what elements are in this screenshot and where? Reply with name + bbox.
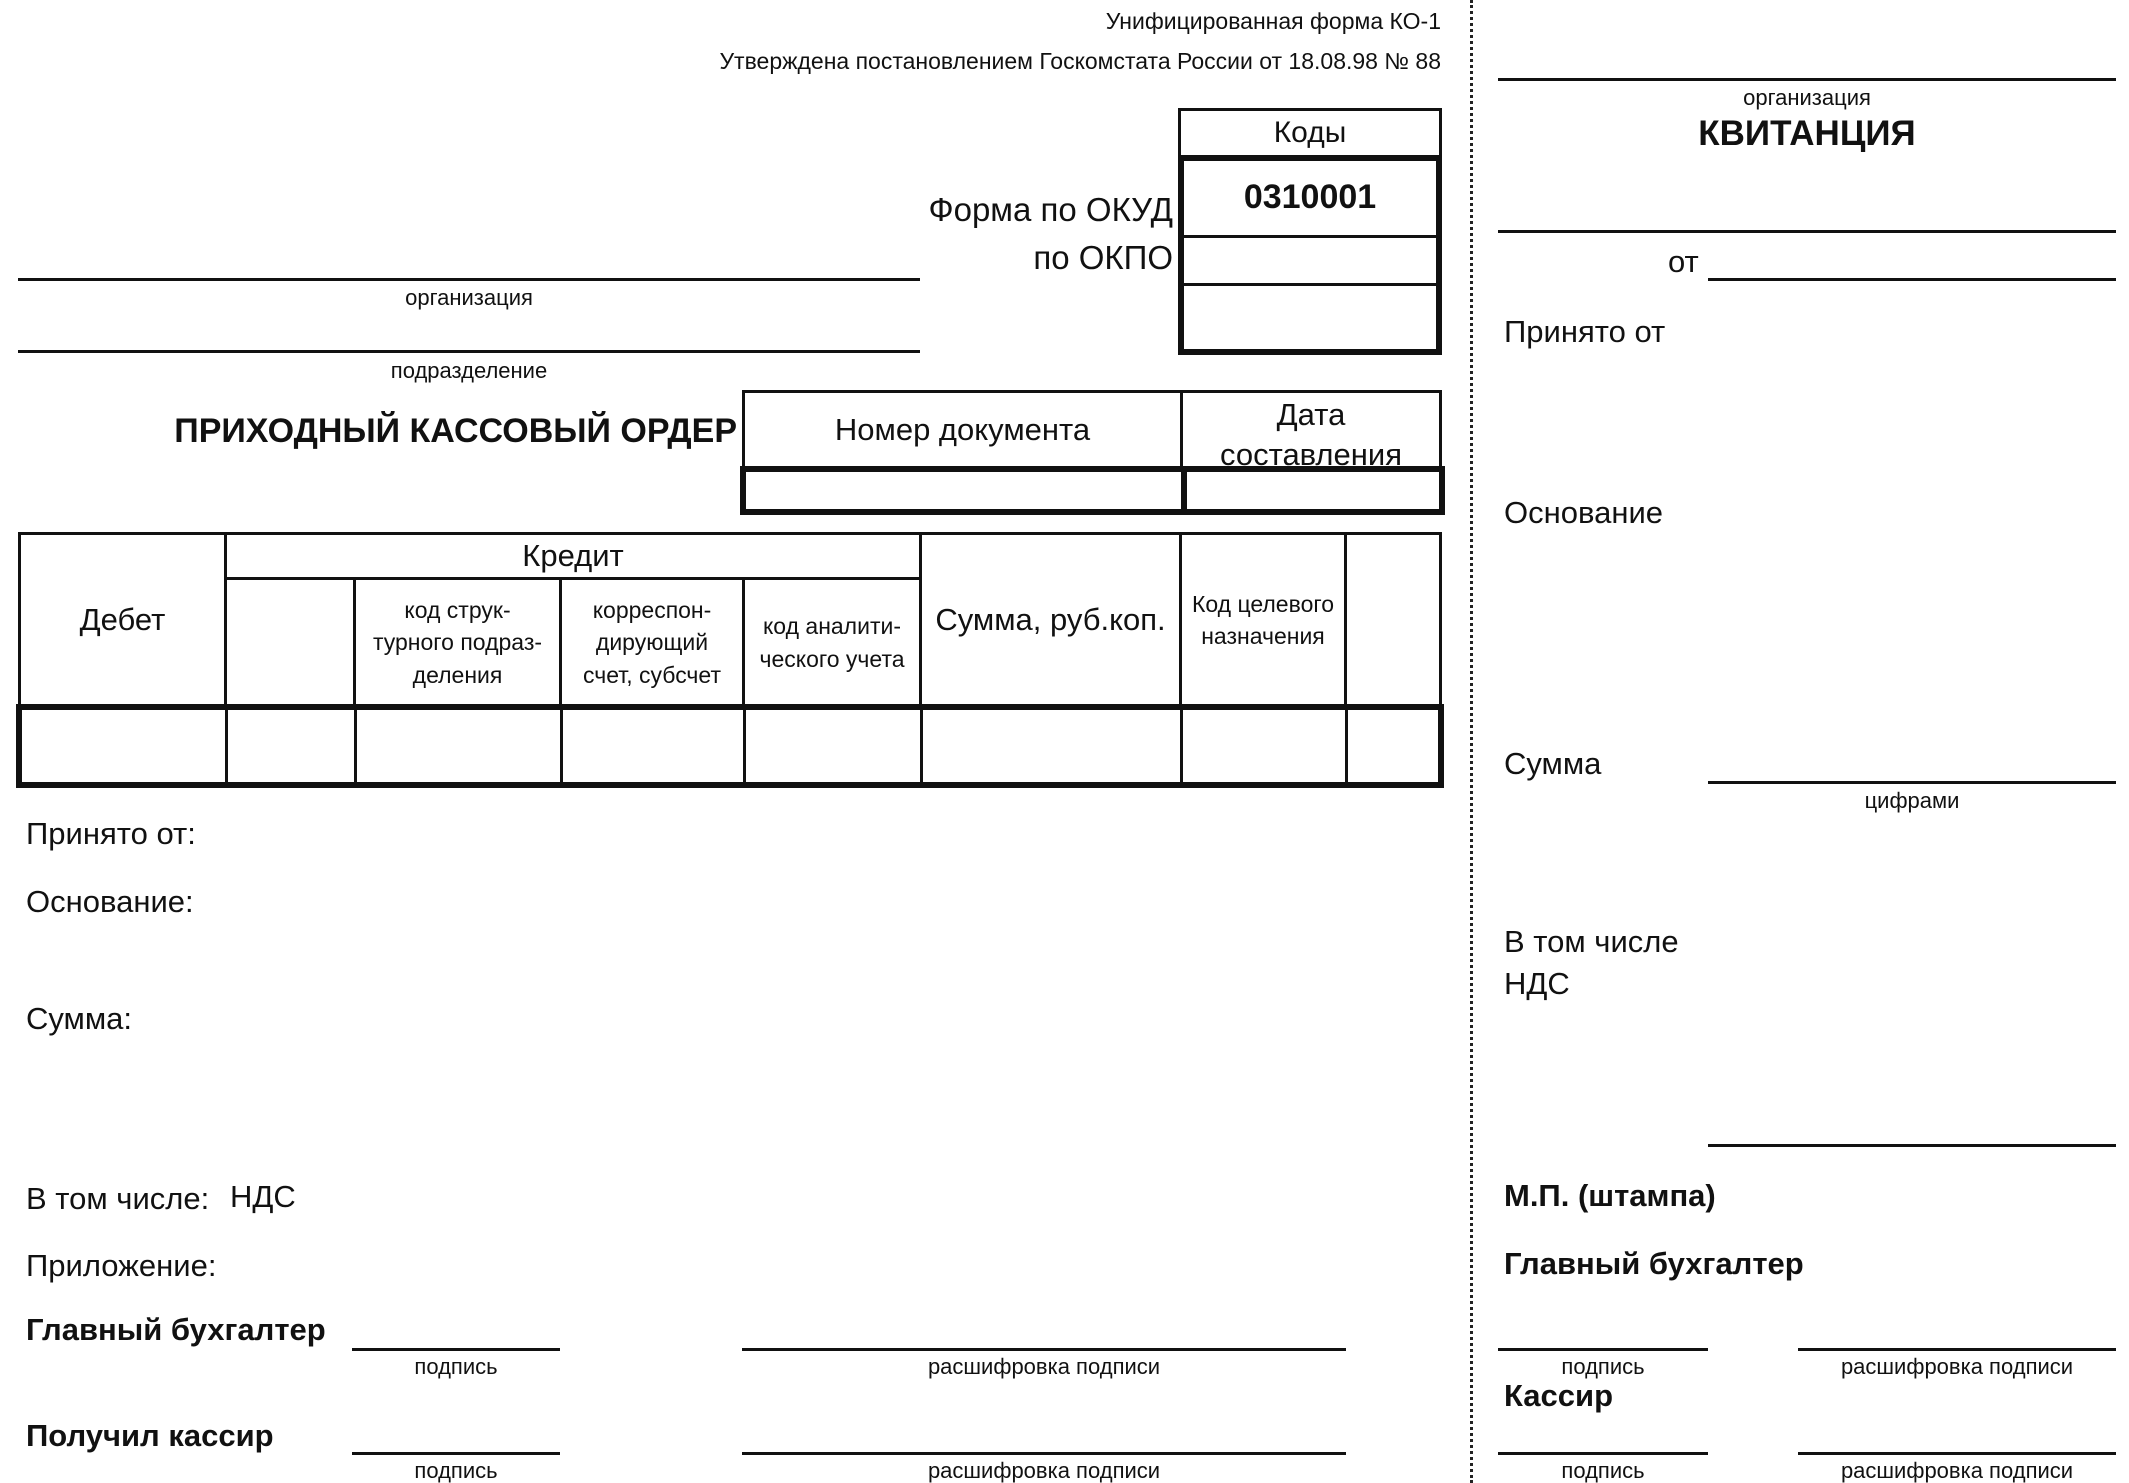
subdivision-caption: подразделение [390,358,548,383]
doc-number-date-row [740,466,1445,515]
codes-header: Коды [1178,108,1442,158]
receipt-cashier-decode-line [1798,1452,2116,1455]
vat-label: НДС [230,1179,296,1214]
cashier-decode-line [742,1452,1346,1455]
codes-box [1178,155,1442,355]
struct-code-header: код струк-турного подраз-деления [372,597,543,688]
chief-signature-caption: подпись [414,1354,498,1379]
corr-account-header: корреспон-дирующий счет, субсчет [583,597,721,688]
chief-accountant-label: Главный бухгалтер [26,1312,326,1347]
accounts-table-row [16,704,1444,788]
organization-line [18,278,920,281]
analytic-code-header: код аналити-ческого учета [759,613,905,672]
okpo-label: по ОКПО [1033,239,1173,276]
cashier-received-label: Получил кассир [26,1418,274,1453]
receipt-cashier-signature-caption: подпись [1561,1458,1645,1483]
receipt-amount-line [1708,781,2116,784]
credit-header: Кредит [522,538,624,573]
unified-form-label: Унифицированная форма КО-1 [1105,8,1441,34]
doc-number-header: Номер документа [742,390,1183,470]
receipt-title: КВИТАНЦИЯ [1698,114,1916,153]
organization-caption: организация [405,285,533,310]
receipt-including-label: В том числе [1504,924,1679,959]
approval-note: Утверждена постановлением Госкомстата России от 18.08.98 № 88 [719,48,1441,74]
receipt-organization-line [1498,78,2116,81]
purpose-code-header: Код целевого назначения [1191,590,1335,649]
accounts-table-header [18,532,1442,708]
receipt-chief-decode-line [1798,1348,2116,1351]
receipt-vat-label: НДС [1504,966,1570,1001]
order-title: ПРИХОДНЫЙ КАССОВЫЙ ОРДЕР [174,412,737,450]
amount-label: Сумма: [26,1001,133,1036]
cashier-decode-caption: расшифровка подписи [927,1458,1161,1483]
debit-header: Дебет [79,602,166,637]
chief-decode-line [742,1348,1346,1351]
chief-decode-caption: расшифровка подписи [927,1354,1161,1379]
receipt-organization-caption: организация [1743,85,1871,110]
receipt-cashier-label: Кассир [1504,1378,1614,1413]
including-label: В том числе: [26,1181,210,1216]
receipt-amount-label: Сумма [1504,746,1602,781]
receipt-basis-label: Основание [1504,495,1664,530]
received-from-label: Принято от: [26,816,196,851]
date-header: Дата составления [1180,390,1442,470]
receipt-cashier-decode-caption: расшифровка подписи [1840,1458,2074,1483]
basis-label: Основание: [26,884,194,919]
receipt-digits-caption: цифрами [1864,788,1960,813]
chief-signature-line [352,1348,560,1351]
tear-off-line [1470,0,1473,1483]
amount-header: Сумма, руб.коп. [935,602,1166,637]
receipt-chief-accountant-label: Главный бухгалтер [1504,1246,1804,1281]
okud-code-value: 0310001 [1243,177,1377,216]
receipt-chief-signature-line [1498,1348,1708,1351]
receipt-stamp-label: М.П. (штампа) [1504,1178,1716,1213]
receipt-received-from-label: Принято от [1504,314,1666,349]
receipt-date-line [1708,278,2116,281]
receipt-from-label: от [1668,244,1699,279]
cashier-signature-caption: подпись [414,1458,498,1483]
cashier-signature-line [352,1452,560,1455]
okud-label: Форма по ОКУД [928,191,1173,228]
receipt-chief-decode-caption: расшифровка подписи [1840,1354,2074,1379]
subdivision-line [18,350,920,353]
receipt-cashier-signature-line [1498,1452,1708,1455]
receipt-line-2 [1498,230,2116,233]
receipt-chief-signature-caption: подпись [1561,1354,1645,1379]
attachment-label: Приложение: [26,1248,217,1283]
receipt-vat-line [1708,1144,2116,1147]
